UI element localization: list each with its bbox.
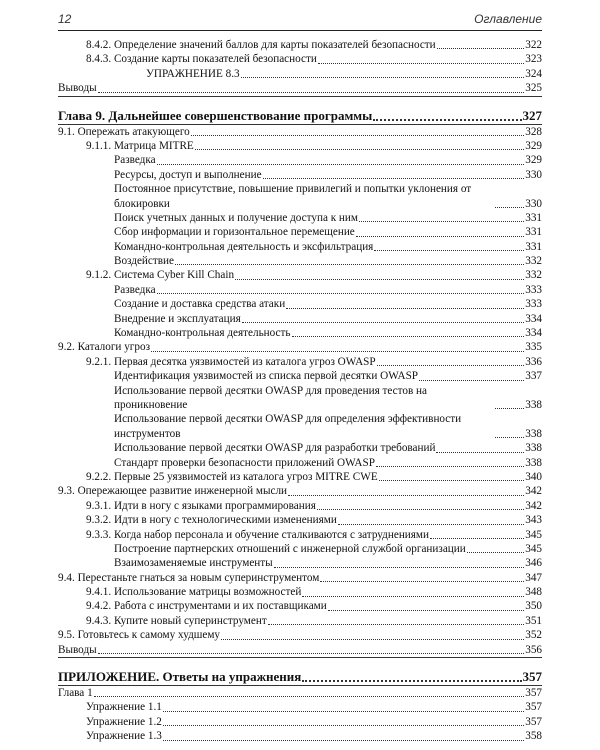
toc-dot-leader bbox=[436, 452, 524, 453]
toc-dot-leader bbox=[98, 92, 525, 93]
toc-page-number: 357 bbox=[525, 687, 542, 700]
toc-page-number: 338 bbox=[525, 399, 542, 411]
toc-page-number: 332 bbox=[525, 269, 542, 282]
toc-page-number: 333 bbox=[525, 298, 542, 311]
toc-dot-leader bbox=[241, 77, 525, 78]
toc-entry[interactable] bbox=[58, 499, 542, 513]
toc-entry[interactable] bbox=[58, 297, 542, 311]
toc-entry-title: Выводы bbox=[58, 643, 97, 656]
toc-dot-leader bbox=[373, 119, 521, 121]
toc-entry-title: 9.3.3. Когда набор персонала и обучение сталкиваются с затруднениями bbox=[86, 528, 430, 541]
toc-entry[interactable] bbox=[58, 355, 542, 369]
toc-page-number: 329 bbox=[525, 154, 542, 167]
toc-page-number: 324 bbox=[525, 67, 542, 80]
toc-page-number: 333 bbox=[525, 283, 542, 296]
toc-page-number: 343 bbox=[525, 514, 542, 527]
toc-dot-leader bbox=[98, 653, 525, 654]
toc-page-number: 357 bbox=[522, 669, 542, 685]
toc-entry[interactable] bbox=[58, 456, 542, 470]
toc-entry[interactable] bbox=[58, 52, 542, 66]
toc-entry[interactable] bbox=[58, 470, 542, 484]
toc-entry[interactable] bbox=[58, 268, 542, 282]
toc-entry[interactable] bbox=[58, 38, 542, 52]
toc-entry-title: Глава 9. Дальнейшее совершенствование программы bbox=[58, 107, 373, 123]
toc-page-number: 342 bbox=[525, 485, 542, 498]
toc-dot-leader bbox=[359, 221, 524, 222]
toc-entry[interactable] bbox=[58, 700, 542, 714]
toc-page-number: 358 bbox=[525, 730, 542, 743]
toc-page-number: 325 bbox=[525, 82, 542, 95]
toc-dot-leader bbox=[274, 567, 525, 568]
toc-dot-leader bbox=[268, 624, 525, 625]
toc-entry-title: Упражнение 1.2 bbox=[86, 715, 162, 728]
toc-page-number: 330 bbox=[525, 197, 542, 210]
toc-entry-title: Упражнение 1.3 bbox=[86, 730, 162, 743]
toc-entry-title: 8.4.3. Создание карты показателей безопасности bbox=[86, 53, 317, 66]
toc-page-number: 350 bbox=[525, 600, 542, 613]
toc-dot-leader bbox=[374, 250, 524, 251]
toc-entry-title: 9.3. Опережающее развитие инженерной мысли bbox=[58, 485, 288, 498]
toc-dot-leader bbox=[437, 48, 525, 49]
toc-entry[interactable] bbox=[58, 225, 542, 239]
toc-entry[interactable] bbox=[58, 528, 542, 542]
toc-entry[interactable] bbox=[58, 211, 542, 225]
toc-dot-leader bbox=[320, 581, 524, 582]
toc-dot-leader bbox=[302, 680, 521, 682]
toc-entry[interactable] bbox=[58, 283, 542, 297]
toc-page-number: 357 bbox=[525, 701, 542, 714]
toc-dot-leader bbox=[317, 509, 524, 510]
toc-entry[interactable] bbox=[58, 585, 542, 599]
toc-entry-title: Глава 1 bbox=[58, 687, 93, 700]
toc-entry-title: 9.3.1. Идти в ногу с языками программирования bbox=[86, 499, 316, 512]
toc-entry[interactable] bbox=[58, 81, 542, 96]
toc-chapter-entry[interactable] bbox=[58, 668, 542, 686]
toc-entry-title: 9.4.2. Работа с инструментами и их поставщиками bbox=[86, 600, 327, 613]
toc-entry[interactable] bbox=[58, 614, 542, 628]
toc-entry-title: Разведка bbox=[114, 283, 156, 296]
toc-page-number: 336 bbox=[525, 355, 542, 368]
toc-entry-title: Поиск учетных данных и получение доступа к ним bbox=[114, 211, 358, 224]
toc-chapter-entry[interactable] bbox=[58, 107, 542, 125]
toc-page-number: 352 bbox=[525, 629, 542, 642]
toc-entry-title: Внедрение и эксплуатация bbox=[114, 312, 241, 325]
toc-entry[interactable] bbox=[58, 326, 542, 340]
toc-page-number: 345 bbox=[525, 528, 542, 541]
toc-page-number: 335 bbox=[525, 341, 542, 354]
toc-page-number: 347 bbox=[525, 571, 542, 584]
toc-dot-leader bbox=[175, 264, 524, 265]
toc-entry[interactable] bbox=[58, 513, 542, 527]
toc-entry-title: 9.4.1. Использование матрицы возможностей bbox=[86, 586, 302, 599]
toc-page-number: 342 bbox=[525, 499, 542, 512]
toc-entry[interactable] bbox=[58, 240, 542, 254]
toc-page-number: 345 bbox=[525, 542, 542, 555]
toc-entry-title: 9.2. Каталоги угроз bbox=[58, 341, 150, 354]
toc-entry-title: Использование первой десятки OWASP для определения эффективности инструментов bbox=[114, 413, 462, 440]
toc-entry-title: 9.1. Опережать атакующего bbox=[58, 125, 190, 138]
toc-dot-leader bbox=[286, 308, 524, 309]
toc-entry-title: 9.3.2. Идти в ногу с технологическими изменениями bbox=[86, 514, 337, 527]
toc-entry-title: Взаимозаменяемые инструменты bbox=[114, 557, 273, 570]
toc-page-number: 330 bbox=[525, 168, 542, 181]
toc-dot-leader bbox=[263, 178, 525, 179]
toc-dot-leader bbox=[235, 279, 524, 280]
toc-page-number: 337 bbox=[525, 370, 542, 383]
toc-dot-leader bbox=[356, 236, 524, 237]
toc-page-number: 332 bbox=[525, 255, 542, 268]
toc-entry-title: Стандарт проверки безопасности приложений OWASP bbox=[114, 456, 375, 469]
toc-page-number: 331 bbox=[525, 226, 542, 239]
table-of-contents bbox=[58, 38, 542, 744]
toc-dot-leader bbox=[157, 164, 525, 165]
toc-dot-leader bbox=[221, 639, 524, 640]
toc-dot-leader bbox=[379, 480, 525, 481]
page-number: 12 bbox=[58, 12, 72, 26]
toc-entry-title: Разведка bbox=[114, 154, 156, 167]
toc-dot-leader bbox=[430, 538, 524, 539]
toc-entry[interactable] bbox=[58, 556, 542, 570]
toc-entry[interactable] bbox=[58, 340, 542, 354]
toc-entry-title: 8.4.2. Определение значений баллов для карты показателей безопасности bbox=[86, 38, 436, 51]
toc-entry[interactable] bbox=[58, 312, 542, 326]
toc-page-number: 327 bbox=[522, 107, 542, 123]
running-section-title: Оглавление bbox=[474, 12, 542, 26]
toc-dot-leader bbox=[338, 524, 524, 525]
toc-entry-title: Ресурсы, доступ и выполнение bbox=[114, 168, 262, 181]
toc-dot-leader bbox=[242, 322, 524, 323]
toc-entry-title: 9.1.1. Матрица MITRE bbox=[86, 139, 194, 152]
toc-entry[interactable] bbox=[58, 168, 542, 182]
toc-entry-title: Построение партнерских отношений с инженерной службой организации bbox=[114, 542, 466, 555]
toc-entry[interactable] bbox=[58, 125, 542, 139]
toc-entry[interactable] bbox=[58, 153, 542, 167]
toc-page-number: 348 bbox=[525, 586, 542, 599]
toc-dot-leader bbox=[151, 351, 524, 352]
toc-dot-leader bbox=[467, 552, 524, 553]
toc-page-number: 351 bbox=[525, 614, 542, 627]
toc-entry-title: Упражнение 1.1 bbox=[86, 701, 162, 714]
toc-entry[interactable] bbox=[58, 628, 542, 642]
toc-entry-title: 9.4. Перестаньте гнаться за новым суперинструментом bbox=[58, 571, 320, 584]
toc-entry-title: 9.2.1. Первая десятка уязвимостей из каталога угроз OWASP bbox=[86, 355, 376, 368]
toc-entry-title: Командно-контрольная деятельность и эксфильтрация bbox=[114, 240, 374, 253]
toc-entry-title: 9.1.2. Система Cyber Kill Chain bbox=[86, 269, 235, 282]
toc-entry[interactable] bbox=[58, 571, 542, 585]
toc-dot-leader bbox=[163, 725, 524, 726]
toc-entry[interactable] bbox=[58, 484, 542, 498]
toc-entry[interactable] bbox=[58, 600, 542, 614]
toc-dot-leader bbox=[292, 336, 525, 337]
toc-entry-title: Постоянное присутствие, повышение привилегий и попытки уклонения от блокировки bbox=[114, 183, 472, 210]
toc-page-number: 338 bbox=[525, 456, 542, 469]
toc-entry-title: Сбор информации и горизонтальное перемещение bbox=[114, 226, 355, 239]
toc-entry-title: ПРИЛОЖЕНИЕ. Ответы на упражнения bbox=[58, 669, 302, 685]
toc-entry[interactable] bbox=[58, 542, 542, 556]
toc-entry-title: УПРАЖНЕНИЕ 8.3 bbox=[146, 67, 240, 80]
toc-dot-leader bbox=[495, 437, 524, 438]
toc-dot-leader bbox=[94, 696, 525, 697]
toc-dot-leader bbox=[377, 365, 525, 366]
toc-entry[interactable] bbox=[58, 182, 542, 211]
toc-entry-title: Создание и доставка средства атаки bbox=[114, 298, 286, 311]
toc-entry[interactable] bbox=[58, 643, 542, 658]
toc-entry-title: 9.4.3. Купите новый суперинструмент bbox=[86, 614, 267, 627]
toc-dot-leader bbox=[495, 207, 524, 208]
toc-gap bbox=[58, 97, 542, 107]
toc-dot-leader bbox=[328, 610, 524, 611]
toc-entry-title: 9.2.2. Первые 25 уязвимостей из каталога угроз MITRE CWE bbox=[86, 470, 378, 483]
toc-page-number: 323 bbox=[525, 53, 542, 66]
toc-dot-leader bbox=[376, 466, 524, 467]
toc-entry[interactable] bbox=[58, 254, 542, 268]
toc-gap bbox=[58, 658, 542, 668]
toc-page-number: 334 bbox=[525, 327, 542, 340]
toc-dot-leader bbox=[318, 63, 524, 64]
toc-page-number: 357 bbox=[525, 715, 542, 728]
toc-page-number: 334 bbox=[525, 312, 542, 325]
toc-entry[interactable] bbox=[58, 686, 542, 700]
toc-page-number: 322 bbox=[525, 38, 542, 51]
toc-entry-title: Использование первой десятки OWASP для разработки требований bbox=[114, 442, 436, 455]
toc-entry-title: Идентификация уязвимостей из списка первой десятки OWASP bbox=[114, 370, 419, 383]
toc-page-number: 356 bbox=[525, 643, 542, 656]
toc-page-number: 338 bbox=[525, 442, 542, 455]
toc-page-number: 331 bbox=[525, 211, 542, 224]
toc-entry[interactable] bbox=[58, 139, 542, 153]
toc-dot-leader bbox=[302, 596, 524, 597]
toc-page-number: 328 bbox=[525, 125, 542, 138]
toc-dot-leader bbox=[157, 293, 525, 294]
toc-page-number: 331 bbox=[525, 240, 542, 253]
toc-dot-leader bbox=[288, 495, 524, 496]
toc-dot-leader bbox=[191, 135, 524, 136]
toc-dot-leader bbox=[419, 380, 524, 381]
toc-entry-title: Выводы bbox=[58, 82, 97, 95]
toc-dot-leader bbox=[163, 740, 524, 741]
toc-entry[interactable] bbox=[58, 67, 542, 81]
toc-dot-leader bbox=[495, 408, 524, 409]
toc-entry[interactable] bbox=[58, 384, 542, 413]
toc-entry-title: 9.5. Готовьтесь к самому худшему bbox=[58, 629, 221, 642]
toc-page-number: 329 bbox=[525, 139, 542, 152]
toc-page-number: 340 bbox=[525, 470, 542, 483]
page-header bbox=[58, 10, 542, 31]
toc-entry-title: Воздействие bbox=[114, 255, 175, 268]
toc-entry-title: Командно-контрольная деятельность bbox=[114, 327, 291, 340]
toc-dot-leader bbox=[163, 711, 524, 712]
toc-page-number: 346 bbox=[525, 557, 542, 570]
toc-entry[interactable] bbox=[58, 441, 542, 455]
toc-entry[interactable] bbox=[58, 729, 542, 743]
toc-entry[interactable] bbox=[58, 369, 542, 383]
toc-entry[interactable] bbox=[58, 715, 542, 729]
toc-entry[interactable] bbox=[58, 412, 542, 441]
toc-page-number: 338 bbox=[525, 427, 542, 440]
toc-entry-title: Использование первой десятки OWASP для проведения тестов на проникновение bbox=[114, 384, 428, 411]
toc-dot-leader bbox=[195, 149, 524, 150]
